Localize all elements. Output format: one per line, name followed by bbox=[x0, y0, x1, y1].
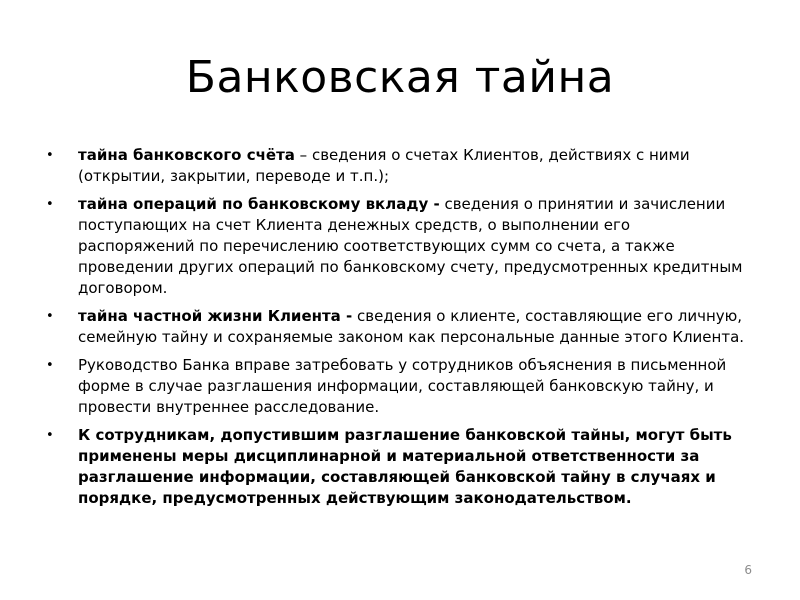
bullet-item bbox=[46, 194, 746, 299]
bullet-text: сведения о принятии и зачислении поступающих на счет Клиента денежных средств, о выполнении его распоряжений по перечислению соответствующих сумм со счета, а также проведении других операций по банковскому счету, предусмотренных кредитным договором. bbox=[78, 195, 743, 297]
bullet-bold-text: тайна банковского счёта bbox=[78, 146, 295, 164]
bullet-list bbox=[46, 145, 746, 516]
bullet-text: Руководство Банка вправе затребовать у сотрудников объяснения в письменной форме в случае разглашения информации, составляющей банковскую тайну, и провести внутреннее расследование. bbox=[78, 356, 727, 416]
bullet-icon: • bbox=[46, 197, 54, 212]
bullet-bold-text: тайна операций по банковскому вкладу - bbox=[78, 195, 440, 213]
bullet-text: сведения о клиенте, составляющие его личную, семейную тайну и сохраняемые законом как персональные данные этого Клиента. bbox=[78, 307, 745, 346]
bullet-item bbox=[46, 355, 746, 418]
bullet-icon: • bbox=[46, 309, 54, 324]
bullet-item bbox=[46, 425, 746, 509]
bullet-icon: • bbox=[46, 358, 54, 373]
bullet-item bbox=[46, 145, 746, 187]
bullet-bold-text: тайна частной жизни Клиента - bbox=[78, 307, 353, 325]
slide-title: Банковская тайна bbox=[185, 52, 615, 103]
bullet-icon: • bbox=[46, 148, 54, 163]
bullet-icon: • bbox=[46, 428, 54, 443]
bullet-text: – сведения о счетах Клиентов, действиях с ними (открытии, закрытии, переводе и т.п.); bbox=[78, 146, 690, 185]
page-number: 6 bbox=[744, 563, 752, 577]
bullet-bold-text: К сотрудникам, допустившим разглашение банковской тайны, могут быть применены меры дисциплинарной и материальной ответственности за разглашение информации, составляющей банковской тайну в случаях и порядке, предусмотренных действующим законодательством. bbox=[78, 426, 732, 507]
bullet-item bbox=[46, 306, 746, 348]
